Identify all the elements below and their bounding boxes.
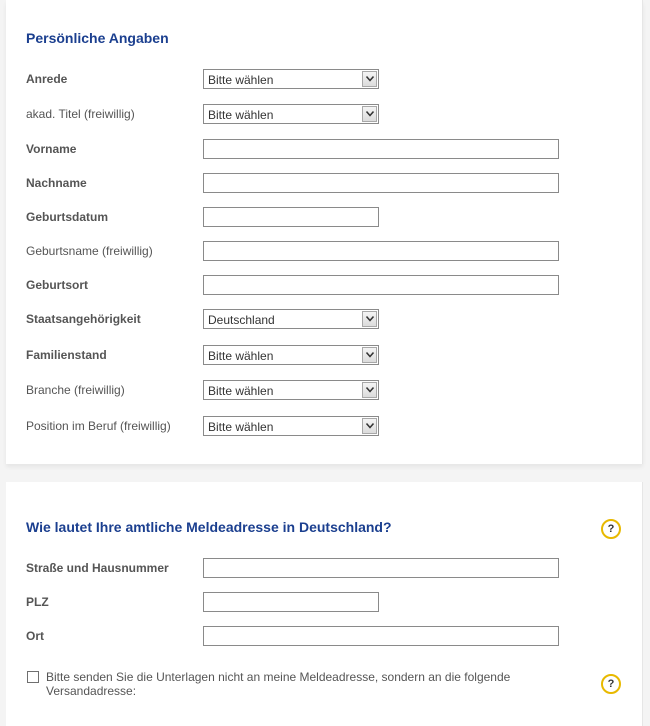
row-nachname <box>6 173 642 195</box>
chevron-down-icon[interactable] <box>362 382 377 398</box>
select-position[interactable] <box>203 416 379 436</box>
row-anrede <box>6 69 642 91</box>
row-plz <box>6 592 642 614</box>
help-circle-icon[interactable]: ? <box>601 674 621 694</box>
row-position <box>6 416 642 438</box>
select-anrede[interactable] <box>203 69 379 89</box>
shipping-address-checkbox-label: Bitte senden Sie die Unterlagen nicht an meine Meldeadresse, sondern an die folgende Versandadresse: <box>46 670 511 698</box>
label-position: Position im Beruf (freiwillig) <box>26 419 171 433</box>
geburtsdatum-input[interactable] <box>203 207 379 227</box>
chevron-down-icon[interactable] <box>362 71 377 87</box>
shipping-address-checkbox[interactable] <box>27 671 39 683</box>
row-titel <box>6 104 642 126</box>
select-anrede-value: Bitte wählen <box>208 73 274 87</box>
label-branche: Branche (freiwillig) <box>26 383 125 397</box>
label-geburtsdatum: Geburtsdatum <box>26 210 109 224</box>
label-vorname: Vorname <box>26 142 77 156</box>
label-ort: Ort <box>26 629 44 643</box>
plz-input[interactable] <box>203 592 379 612</box>
section-title-personal: Persönliche Angaben <box>26 30 169 46</box>
row-geburtsname <box>6 241 642 263</box>
row-geburtsdatum <box>6 207 642 229</box>
nachname-input[interactable] <box>203 173 559 193</box>
label-nachname: Nachname <box>26 176 87 190</box>
label-familienstand: Familienstand <box>26 348 107 362</box>
select-staatsangehoerigkeit-value: Deutschland <box>208 313 275 327</box>
label-plz: PLZ <box>26 595 49 609</box>
registered-address-panel <box>6 482 643 726</box>
geburtsort-input[interactable] <box>203 275 559 295</box>
chevron-down-icon[interactable] <box>362 311 377 327</box>
label-strasse: Straße und Hausnummer <box>26 561 169 575</box>
select-familienstand-value: Bitte wählen <box>208 349 274 363</box>
row-vorname <box>6 139 642 161</box>
label-geburtsname: Geburtsname (freiwillig) <box>26 244 153 258</box>
label-titel: akad. Titel (freiwillig) <box>26 107 135 121</box>
label-geburtsort: Geburtsort <box>26 278 89 292</box>
chevron-down-icon[interactable] <box>362 347 377 363</box>
row-ort <box>6 626 642 648</box>
select-branche-value: Bitte wählen <box>208 384 274 398</box>
chevron-down-icon[interactable] <box>362 106 377 122</box>
label-staatsangehoerigkeit: Staatsangehörigkeit <box>26 312 141 326</box>
vorname-input[interactable] <box>203 139 559 159</box>
row-geburtsort <box>6 275 642 297</box>
chevron-down-icon[interactable] <box>362 418 377 434</box>
row-familienstand <box>6 345 642 367</box>
strasse-input[interactable] <box>203 558 559 578</box>
select-branche[interactable] <box>203 380 379 400</box>
select-titel-value: Bitte wählen <box>208 108 274 122</box>
personal-details-panel <box>6 0 643 464</box>
geburtsname-input[interactable] <box>203 241 559 261</box>
ort-input[interactable] <box>203 626 559 646</box>
select-titel[interactable] <box>203 104 379 124</box>
row-strasse <box>6 558 642 580</box>
select-familienstand[interactable] <box>203 345 379 365</box>
row-staatsangehoerigkeit <box>6 309 642 331</box>
select-position-value: Bitte wählen <box>208 420 274 434</box>
help-circle-icon[interactable]: ? <box>601 519 621 539</box>
select-staatsangehoerigkeit[interactable] <box>203 309 379 329</box>
label-anrede: Anrede <box>26 72 68 86</box>
row-branche <box>6 380 642 402</box>
section-title-address: Wie lautet Ihre amtliche Meldeadresse in Deutschland? <box>26 519 392 535</box>
